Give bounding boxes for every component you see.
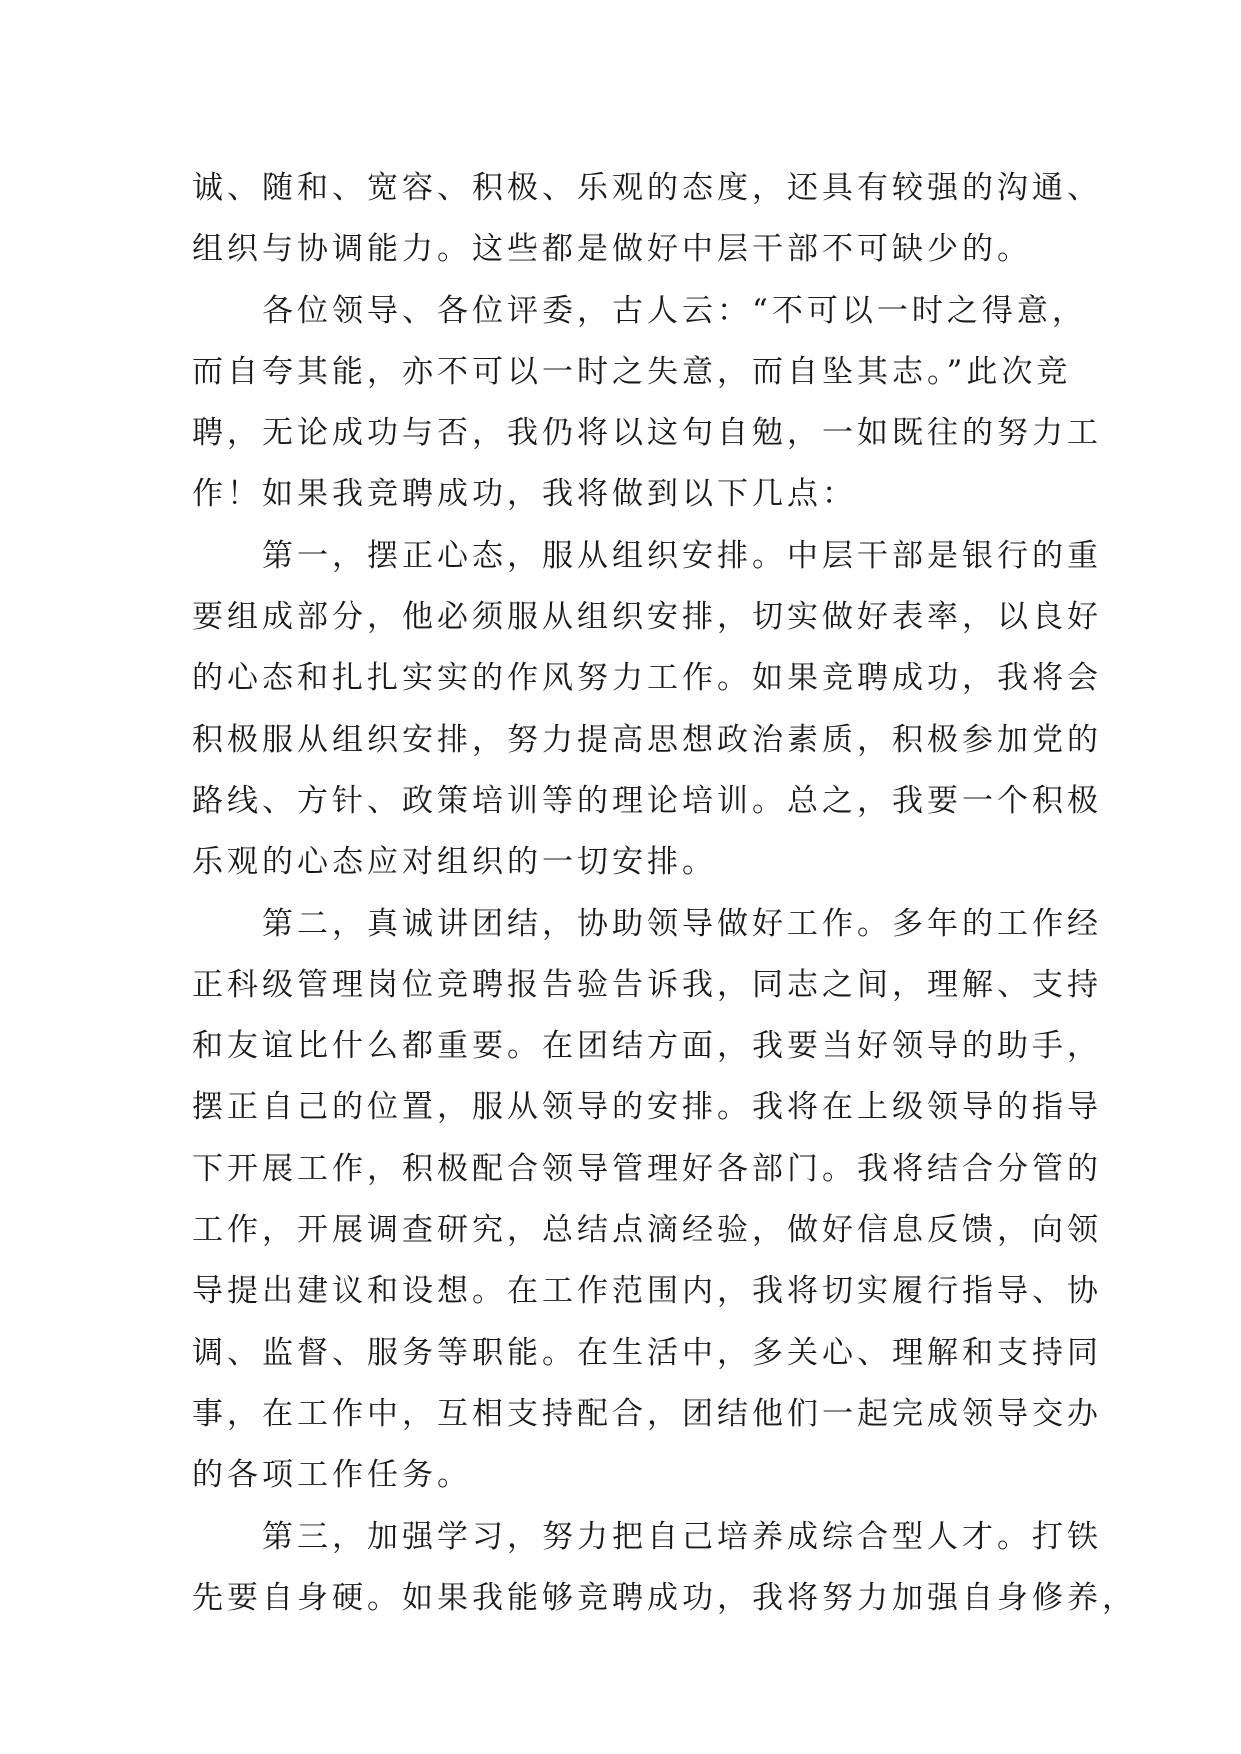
text-line: 的心态和扎扎实实的作风努力工作。如果竞聘成功，我将会 bbox=[192, 660, 1102, 697]
text-line: 调、监督、服务等职能。在生活中，多关心、理解和支持同 bbox=[192, 1334, 1102, 1371]
paragraph-first-line: 第三，加强学习，努力把自己培养成综合型人才。打铁 bbox=[262, 1518, 1102, 1555]
text-line: 摆正自己的位置，服从领导的安排。我将在上级领导的指导 bbox=[192, 1089, 1102, 1126]
text-line: 诚、随和、宽容、积极、乐观的态度，还具有较强的沟通、 bbox=[192, 170, 1102, 206]
text-line: 乐观的心态应对组织的一切安排。 bbox=[192, 844, 717, 881]
text-line: 正科级管理岗位竞聘报告验告诉我，同志之间，理解、支持 bbox=[192, 966, 1102, 1003]
text-line: 路线、方针、政策培训等的理论培训。总之，我要一个积极 bbox=[192, 782, 1102, 819]
text-line: 要组成部分，他必须服从组织安排，切实做好表率，以良好 bbox=[192, 599, 1102, 636]
text-line: 先要自身硬。如果我能够竞聘成功，我将努力加强自身修养， bbox=[192, 1579, 1137, 1616]
text-line: 的各项工作任务。 bbox=[192, 1457, 472, 1494]
text-line: 和友谊比什么都重要。在团结方面，我要当好领导的助手， bbox=[192, 1028, 1102, 1065]
text-line: 下开展工作，积极配合领导管理好各部门。我将结合分管的 bbox=[192, 1150, 1102, 1187]
text-line: 组织与协调能力。这些都是做好中层干部不可缺少的。 bbox=[192, 231, 1032, 268]
paragraph-first-line: 各位领导、各位评委，古人云：“不可以一时之得意， bbox=[262, 292, 1087, 329]
text-line: 聘，无论成功与否，我仍将以这句自勉，一如既往的努力工 bbox=[192, 415, 1102, 452]
document-body bbox=[192, 158, 1137, 1629]
paragraph-first-line: 第二，真诚讲团结，协助领导做好工作。多年的工作经 bbox=[262, 905, 1102, 942]
text-line: 作！如果我竞聘成功，我将做到以下几点： bbox=[192, 476, 857, 513]
paragraph-first-line: 第一，摆正心态，服从组织安排。中层干部是银行的重 bbox=[262, 537, 1102, 574]
text-line: 而自夸其能，亦不可以一时之失意，而自坠其志。”此次竞 bbox=[192, 353, 1072, 390]
text-line: 工作，开展调查研究，总结点滴经验，做好信息反馈，向领 bbox=[192, 1212, 1102, 1249]
text-line: 事，在工作中，互相支持配合，团结他们一起完成领导交办 bbox=[192, 1395, 1102, 1432]
text-line: 积极服从组织安排，努力提高思想政治素质，积极参加党的 bbox=[192, 721, 1102, 758]
text-line: 导提出建议和设想。在工作范围内，我将切实履行指导、协 bbox=[192, 1273, 1102, 1310]
